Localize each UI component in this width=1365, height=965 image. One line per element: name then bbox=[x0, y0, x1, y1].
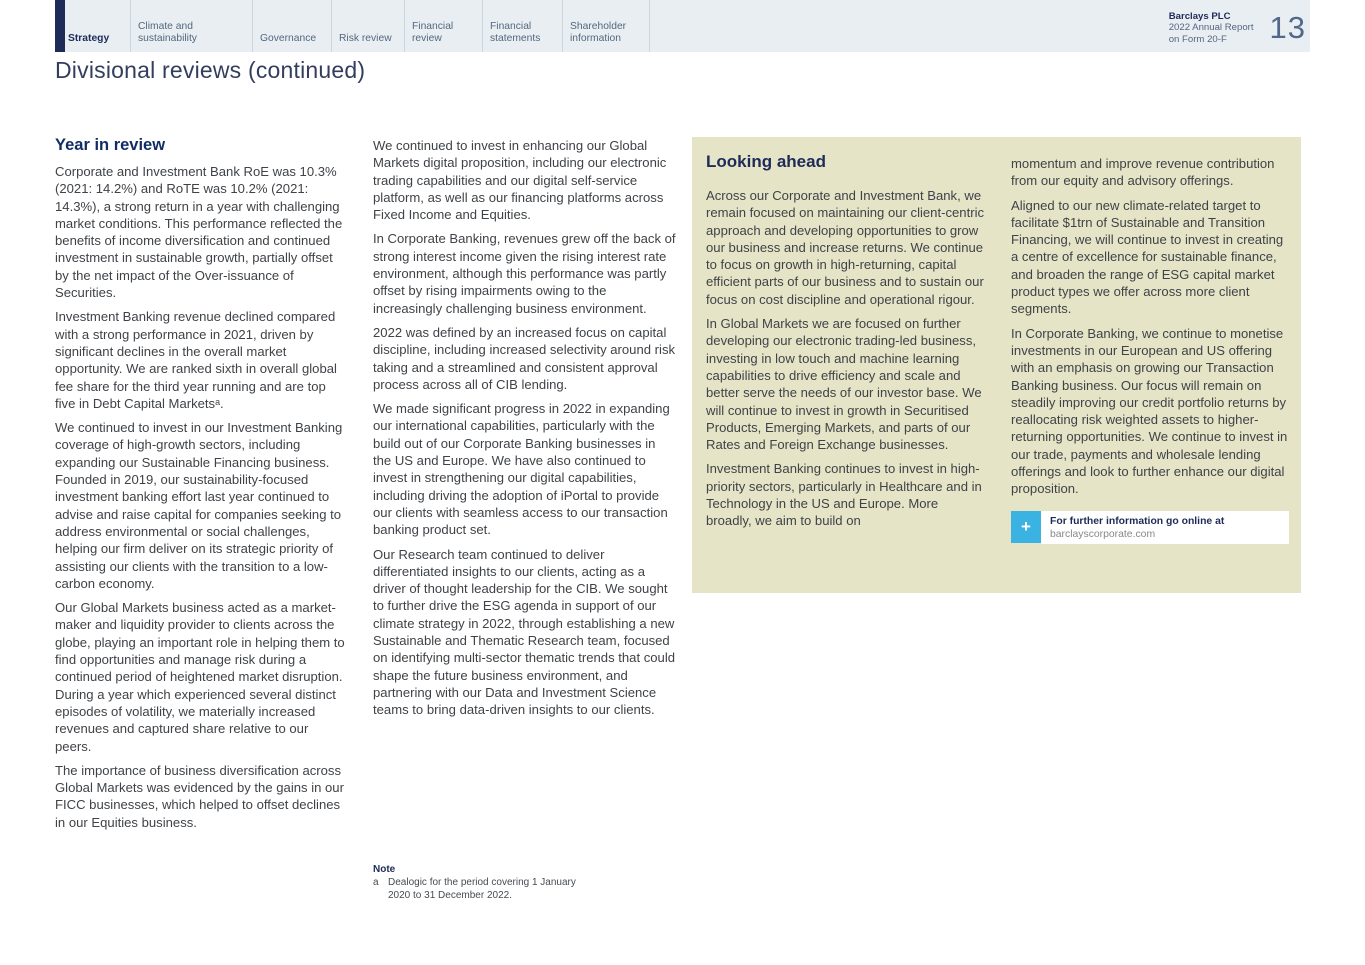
top-nav bbox=[55, 0, 1310, 52]
paragraph: Our Research team continued to deliver differentiated insights to our clients, acting as a driver of thought leadership for the CIB. We sought to further drive the ESG agenda in support of our climate strategy in 2022, through establishing a new Sustainable and Thematic Research team, focused on identifying multi-sector thematic trends that could shape the future business environment, and partnering with our Data and Investment Science teams to bring data-driven insights to our clients. bbox=[373, 546, 676, 718]
looking-ahead-column-1 bbox=[706, 152, 985, 579]
looking-ahead-panel bbox=[692, 137, 1301, 593]
paragraph: Aligned to our new climate-related target to facilitate $1trn of Sustainable and Transition Financing, we will continue to invest in creating a centre of excellence for sustainable finance, and broaden the range of ESG capital market product types we offer across more client segments. bbox=[1011, 197, 1284, 317]
footnote-label: Note bbox=[373, 864, 396, 875]
report-meta bbox=[1169, 0, 1310, 52]
tab-shareholder-information[interactable]: Shareholder information bbox=[563, 0, 650, 52]
looking-ahead-column-2 bbox=[1011, 155, 1290, 579]
tab-climate-and-sustainability[interactable]: Climate and sustainability bbox=[131, 0, 253, 52]
paragraph: In Corporate Banking, we continue to monetise investments in our European and US offering with an emphasis on growing our Transaction Banking business. Our focus will remain on steadily improving our credit portfolio returns by reallocating risk weighted assets to higher-returning opportunities. We continue to invest in our trade, payments and wholesale lending offerings and look to further enhance our digital proposition. bbox=[1011, 325, 1288, 497]
further-info-title: For further information go online at bbox=[1050, 515, 1225, 527]
active-tab-marker bbox=[55, 0, 65, 52]
paragraph: The importance of business diversification across Global Markets was evidenced by the gains in our FICC businesses, which helped to offset declines in our Equities business. bbox=[55, 762, 344, 830]
tab-governance[interactable]: Governance bbox=[253, 0, 332, 52]
page-number: 13 bbox=[1269, 10, 1306, 45]
year-in-review-column-2 bbox=[373, 137, 676, 726]
footnote-marker: a bbox=[373, 877, 379, 888]
paragraph: In Corporate Banking, revenues grew off the back of strong interest income given the rising interest rate environment, although this performance was partly offset by rising impairments owing to the increasingly challenging business environment. bbox=[373, 231, 676, 316]
tab-financial-statements[interactable]: Financial statements bbox=[483, 0, 563, 52]
paragraph: In Global Markets we are focused on further developing our electronic trading-led business, investing in low touch and machine learning capabilities to drive efficiency and scale and better serve the needs of our investor base. We will continue to invest in growth in Securitised Products, Emerging Markets, and parts of our Rates and Foreign Exchange businesses. bbox=[706, 316, 982, 453]
footnote bbox=[373, 864, 603, 902]
further-info-text bbox=[1041, 511, 1289, 544]
tab-strategy[interactable]: Strategy bbox=[65, 0, 131, 52]
paragraph: momentum and improve revenue contribution from our equity and advisory offerings. bbox=[1011, 156, 1275, 189]
paragraph: Investment Banking continues to invest in high-priority sectors, particularly in Healthcare and in Technology in the US and Europe. More broadly, we aim to build on bbox=[706, 461, 982, 529]
report-line1: 2022 Annual Report bbox=[1168, 22, 1254, 34]
paragraph: We continued to invest in enhancing our Global Markets digital proposition, including our electronic trading capabilities and our digital self-service platform, as well as our financing platforms across Fixed Income and Equities. bbox=[373, 138, 667, 223]
plus-icon: + bbox=[1011, 511, 1041, 543]
paragraph: 2022 was defined by an increased focus on capital discipline, including increased selectivity around risk taking and a streamlined and consistent approval process across all of CIB lending. bbox=[373, 324, 676, 392]
year-in-review-column-1 bbox=[55, 136, 348, 838]
year-in-review-heading: Year in review bbox=[55, 136, 166, 154]
paragraph: We made significant progress in 2022 in expanding our international capabilities, particularly with the build out of our Corporate Banking businesses in the US and Europe. We have also continued to invest in strengthening our digital capabilities, including driving the adoption of iPortal to provide our clients with seamless access to our transaction banking product set. bbox=[373, 401, 670, 538]
further-info-link[interactable]: barclayscorporate.com bbox=[1050, 528, 1156, 540]
paragraph: Corporate and Investment Bank RoE was 10.3% (2021: 14.2%) and RoTE was 10.2% (2021: 14.3%), a strong return in a year with challenging market conditions. This performance reflected the benefits of income diversification and continued investment in sustainable growth, partially offset by the net impact of the Over-issuance of Securities. bbox=[55, 164, 343, 301]
footnote-text: Dealogic for the period covering 1 January 2020 to 31 December 2022. bbox=[388, 877, 576, 901]
tab-risk-review[interactable]: Risk review bbox=[332, 0, 405, 52]
paragraph: Investment Banking revenue declined compared with a strong performance in 2021, driven by significant declines in the overall market opportunity. We are ranked sixth in overall global fee share for the third year running and are top five in Debt Capital Marketsᵃ. bbox=[55, 309, 337, 411]
page-title: Divisional reviews (continued) bbox=[55, 57, 366, 83]
paragraph: We continued to invest in our Investment Banking coverage of high-growth sectors, including expanding our Sustainable Financing business. Founded in 2019, our sustainability-focused investment banking effort last year continued to advise and raise capital for companies seeking to address environmental or social challenges, helping our firm deliver on its strategic priority of assisting our clients with the transition to a low-carbon economy. bbox=[55, 420, 343, 591]
paragraph: Our Global Markets business acted as a market-maker and liquidity provider to clients across the globe, playing an important role in helping them to find opportunities and manage risk during a continued period of heightened market disruption. During a year which experienced several distinct episodes of volatility, we materially increased revenues and captured share relative to our peers. bbox=[55, 600, 345, 754]
looking-ahead-heading: Looking ahead bbox=[706, 152, 826, 171]
brand-name: Barclays PLC bbox=[1168, 10, 1231, 22]
further-info-callout[interactable] bbox=[1011, 511, 1289, 544]
tab-financial-review[interactable]: Financial review bbox=[405, 0, 483, 52]
report-line2: on Form 20-F bbox=[1168, 33, 1227, 45]
paragraph: Across our Corporate and Investment Bank, we remain focused on maintaining our client-centric approach and developing opportunities to grow our business and increase returns. We continue to focus on growth in high-returning, capital efficient parts of our business and to sustain our focus on cost discipline and operational rigour. bbox=[706, 188, 985, 307]
